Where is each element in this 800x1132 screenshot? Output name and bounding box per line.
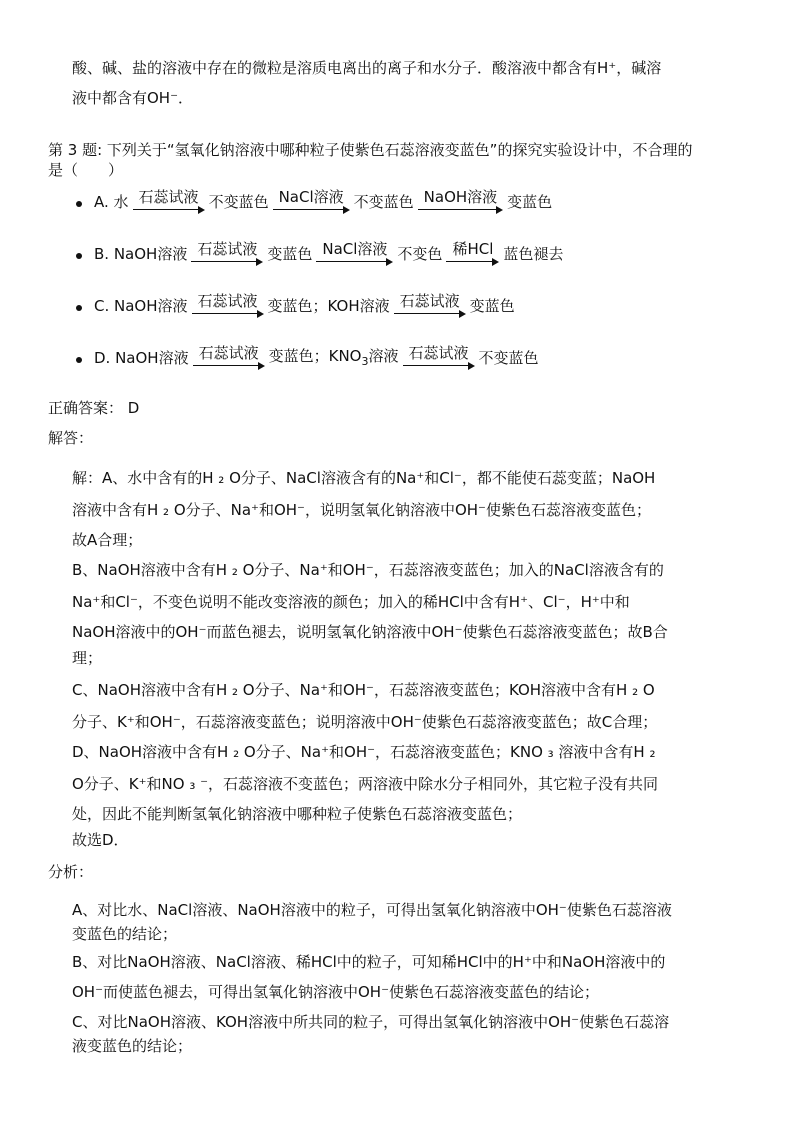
bullet-icon bbox=[76, 253, 82, 259]
analysis-heading: 分析： bbox=[48, 863, 94, 881]
option-a-result: 变蓝色 bbox=[507, 193, 553, 211]
solution-line: NaOH溶液中的OH⁻而蓝色褪去，说明氢氧化钠溶液中OH⁻使紫色石蕊溶液变蓝色；故B合 bbox=[72, 623, 668, 641]
bullet-icon bbox=[76, 357, 82, 363]
reaction-arrow bbox=[403, 344, 475, 370]
option-d-text: D. NaOH溶液 bbox=[94, 349, 189, 367]
option-c-text: C. NaOH溶液 bbox=[94, 297, 188, 315]
analysis-line: 变蓝色的结论； bbox=[72, 925, 178, 943]
arrow-right-icon bbox=[394, 310, 466, 318]
option-d-result: 不变蓝色 bbox=[478, 349, 539, 367]
solution-heading: 解答： bbox=[48, 429, 94, 447]
solution-line: O分子、K⁺和NO ₃ ⁻，石蕊溶液不变蓝色；两溶液中除水分子相同外，其它粒子没有共同 bbox=[72, 775, 659, 793]
option-b-result: 变蓝色 bbox=[267, 245, 313, 263]
reaction-arrow bbox=[193, 344, 265, 370]
reaction-arrow bbox=[394, 292, 466, 318]
arrow-right-icon bbox=[316, 258, 393, 266]
arrow-right-icon bbox=[273, 206, 350, 214]
arrow-right-icon bbox=[193, 362, 265, 370]
option-d-result-a: 变蓝色；KNO bbox=[268, 347, 362, 365]
arrow-label: NaOH溶液 bbox=[423, 188, 498, 206]
arrow-label: 石蕊试液 bbox=[197, 292, 258, 310]
option-a-result: 不变蓝色 bbox=[208, 193, 269, 211]
analysis-line: C、对比NaOH溶液、KOH溶液中所共同的粒子，可得出氢氧化钠溶液中OH⁻使紫色石蕊溶 bbox=[72, 1013, 670, 1031]
solution-line: 故A合理； bbox=[72, 531, 143, 549]
option-b-result: 蓝色褪去 bbox=[503, 245, 564, 263]
reaction-arrow bbox=[192, 292, 264, 318]
solution-line: B、NaOH溶液中含有H ₂ O分子、Na⁺和OH⁻，石蕊溶液变蓝色；加入的NaCl溶液含有的 bbox=[72, 561, 664, 579]
question-line-1: 第 3 题: 下列关于“氢氧化钠溶液中哪种粒子使紫色石蕊溶液变蓝色”的探究实验设计中，不合理的 bbox=[48, 141, 693, 159]
arrow-label: 稀HCl bbox=[452, 240, 494, 258]
reaction-arrow bbox=[316, 240, 393, 266]
solution-line: 理； bbox=[72, 649, 103, 667]
option-b-text: B. NaOH溶液 bbox=[94, 245, 188, 263]
correct-answer: 正确答案： D bbox=[48, 399, 140, 417]
reaction-arrow bbox=[191, 240, 263, 266]
arrow-label: 石蕊试液 bbox=[197, 240, 258, 258]
arrow-label: 石蕊试液 bbox=[399, 292, 460, 310]
intro-line-2: 液中都含有OH⁻． bbox=[72, 89, 194, 107]
analysis-line: A、对比水、NaCl溶液、NaOH溶液中的粒子，可得出氢氧化钠溶液中OH⁻使紫色石蕊溶液 bbox=[72, 901, 672, 919]
option-b[interactable] bbox=[76, 234, 563, 266]
bullet-icon bbox=[76, 305, 82, 311]
solution-line: Na⁺和Cl⁻，不变色说明不能改变溶液的颜色；加入的稀HCl中含有H⁺、Cl⁻，H⁺中和 bbox=[72, 593, 630, 611]
arrow-right-icon bbox=[418, 206, 504, 214]
arrow-label: 石蕊试液 bbox=[138, 188, 199, 206]
option-d[interactable] bbox=[76, 338, 539, 370]
arrow-label: 石蕊试液 bbox=[408, 344, 469, 362]
subscript: 3 bbox=[361, 355, 369, 368]
option-a-result: 不变蓝色 bbox=[353, 193, 414, 211]
solution-line: 溶液中含有H ₂ O分子、Na⁺和OH⁻，说明氢氧化钠溶液中OH⁻使紫色石蕊溶液变蓝色； bbox=[72, 501, 651, 519]
analysis-line: 液变蓝色的结论； bbox=[72, 1037, 193, 1055]
solution-line: 故选D． bbox=[72, 831, 129, 849]
reaction-arrow bbox=[133, 188, 205, 214]
solution-line: D、NaOH溶液中含有H ₂ O分子、Na⁺和OH⁻，石蕊溶液变蓝色；KNO ₃ 溶液中含有H ₂ bbox=[72, 743, 656, 761]
arrow-label: NaCl溶液 bbox=[278, 188, 344, 206]
reaction-arrow bbox=[418, 188, 504, 214]
option-d-result-b: 溶液 bbox=[368, 347, 399, 365]
analysis-line: OH⁻而使蓝色褪去，可得出氢氧化钠溶液中OH⁻使紫色石蕊溶液变蓝色的结论； bbox=[72, 983, 600, 1001]
arrow-right-icon bbox=[191, 258, 263, 266]
option-a-text: A. 水 bbox=[94, 193, 129, 211]
analysis-line: B、对比NaOH溶液、NaCl溶液、稀HCl中的粒子，可知稀HCl中的H⁺中和NaOH溶液中的 bbox=[72, 953, 666, 971]
arrow-label: 石蕊试液 bbox=[198, 344, 259, 362]
option-c[interactable] bbox=[76, 286, 515, 318]
bullet-icon bbox=[76, 201, 82, 207]
arrow-right-icon bbox=[133, 206, 205, 214]
arrow-right-icon bbox=[403, 362, 475, 370]
solution-line: 处，因此不能判断氢氧化钠溶液中哪种粒子使紫色石蕊溶液变蓝色； bbox=[72, 805, 523, 823]
option-c-result: 变蓝色；KOH溶液 bbox=[267, 297, 390, 315]
question-line-2: 是（ ） bbox=[48, 161, 124, 179]
solution-line: 解：A、水中含有的H ₂ O分子、NaCl溶液含有的Na⁺和Cl⁻，都不能使石蕊变蓝；NaOH bbox=[72, 469, 656, 487]
option-a[interactable] bbox=[76, 182, 552, 214]
option-c-result: 变蓝色 bbox=[469, 297, 515, 315]
reaction-arrow bbox=[446, 240, 499, 266]
intro-line-1: 酸、碱、盐的溶液中存在的微粒是溶质电离出的离子和水分子．酸溶液中都含有H⁺，碱溶 bbox=[72, 59, 662, 77]
option-d-result bbox=[269, 346, 399, 370]
solution-line: C、NaOH溶液中含有H ₂ O分子、Na⁺和OH⁻，石蕊溶液变蓝色；KOH溶液中含有H ₂ O bbox=[72, 681, 655, 699]
reaction-arrow bbox=[273, 188, 350, 214]
arrow-label: NaCl溶液 bbox=[322, 240, 388, 258]
option-b-result: 不变色 bbox=[397, 245, 443, 263]
solution-line: 分子、K⁺和OH⁻，石蕊溶液变蓝色；说明溶液中OH⁻使紫色石蕊溶液变蓝色；故C合理； bbox=[72, 713, 658, 731]
arrow-right-icon bbox=[192, 310, 264, 318]
arrow-right-icon bbox=[446, 258, 499, 266]
